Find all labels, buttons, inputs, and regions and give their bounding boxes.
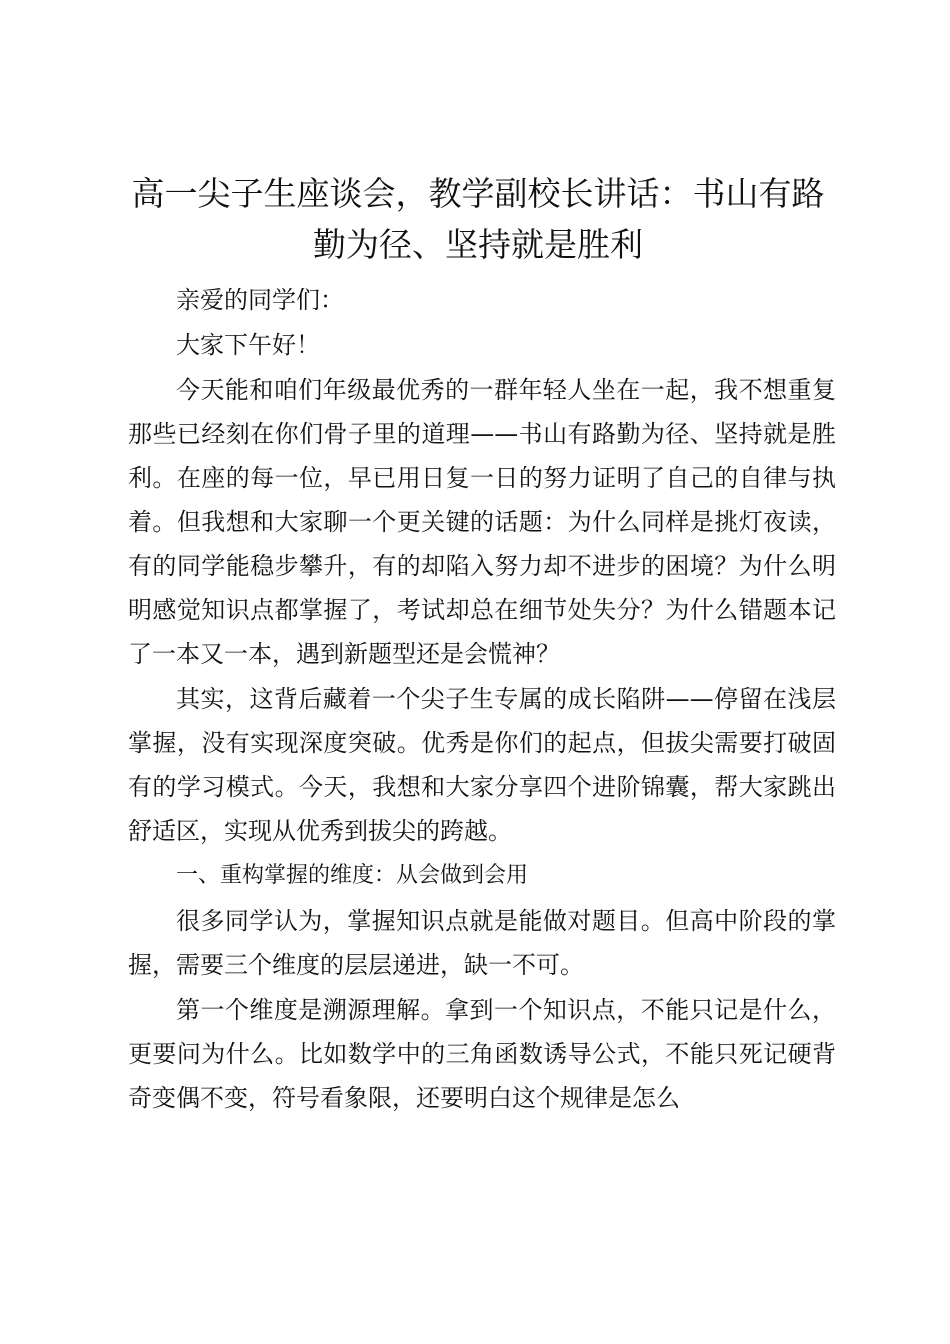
body-paragraph: 今天能和咱们年级最优秀的一群年轻人坐在一起，我不想重复那些已经刻在你们骨子里的道理——书山有路勤为径、坚持就是胜利。在座的每一位，早已用日复一日的努力证明了自己的自律与执着。但我想和大家聊一个更关键的话题：为什么同样是挑灯夜读，有的同学能稳步攀升，有的却陷入努力却不进步的困境？为什么明明感觉知识点都掌握了，考试却总在细节处失分？为什么错题本记了一本又一本，遇到新题型还是会慌神？ (128, 376, 836, 668)
section-heading: 一、重构掌握的维度：从会做到会用 (176, 863, 529, 888)
body-paragraph: 第一个维度是溯源理解。拿到一个知识点，不能只记是什么，更要问为什么。比如数学中的三角函数诱导公式，不能只死记硬背奇变偶不变，符号看象限，还要明白这个规律是怎么 (128, 996, 836, 1112)
body-paragraph: 很多同学认为，掌握知识点就是能做对题目。但高中阶段的掌握，需要三个维度的层层递进，缺一不可。 (128, 907, 836, 979)
greeting: 大家下午好！ (176, 331, 320, 359)
body-paragraph: 其实，这背后藏着一个尖子生专属的成长陷阱——停留在浅层掌握，没有实现深度突破。优秀是你们的起点，但拔尖需要打破固有的学习模式。今天，我想和大家分享四个进阶锦囊，帮大家跳出舒适区，实现从优秀到拔尖的跨越。 (128, 685, 836, 845)
document-body (128, 278, 836, 1121)
document-title: 高一尖子生座谈会，教学副校长讲话：书山有路勤为径、坚持就是胜利 (131, 174, 825, 264)
salutation: 亲爱的同学们： (176, 286, 344, 314)
